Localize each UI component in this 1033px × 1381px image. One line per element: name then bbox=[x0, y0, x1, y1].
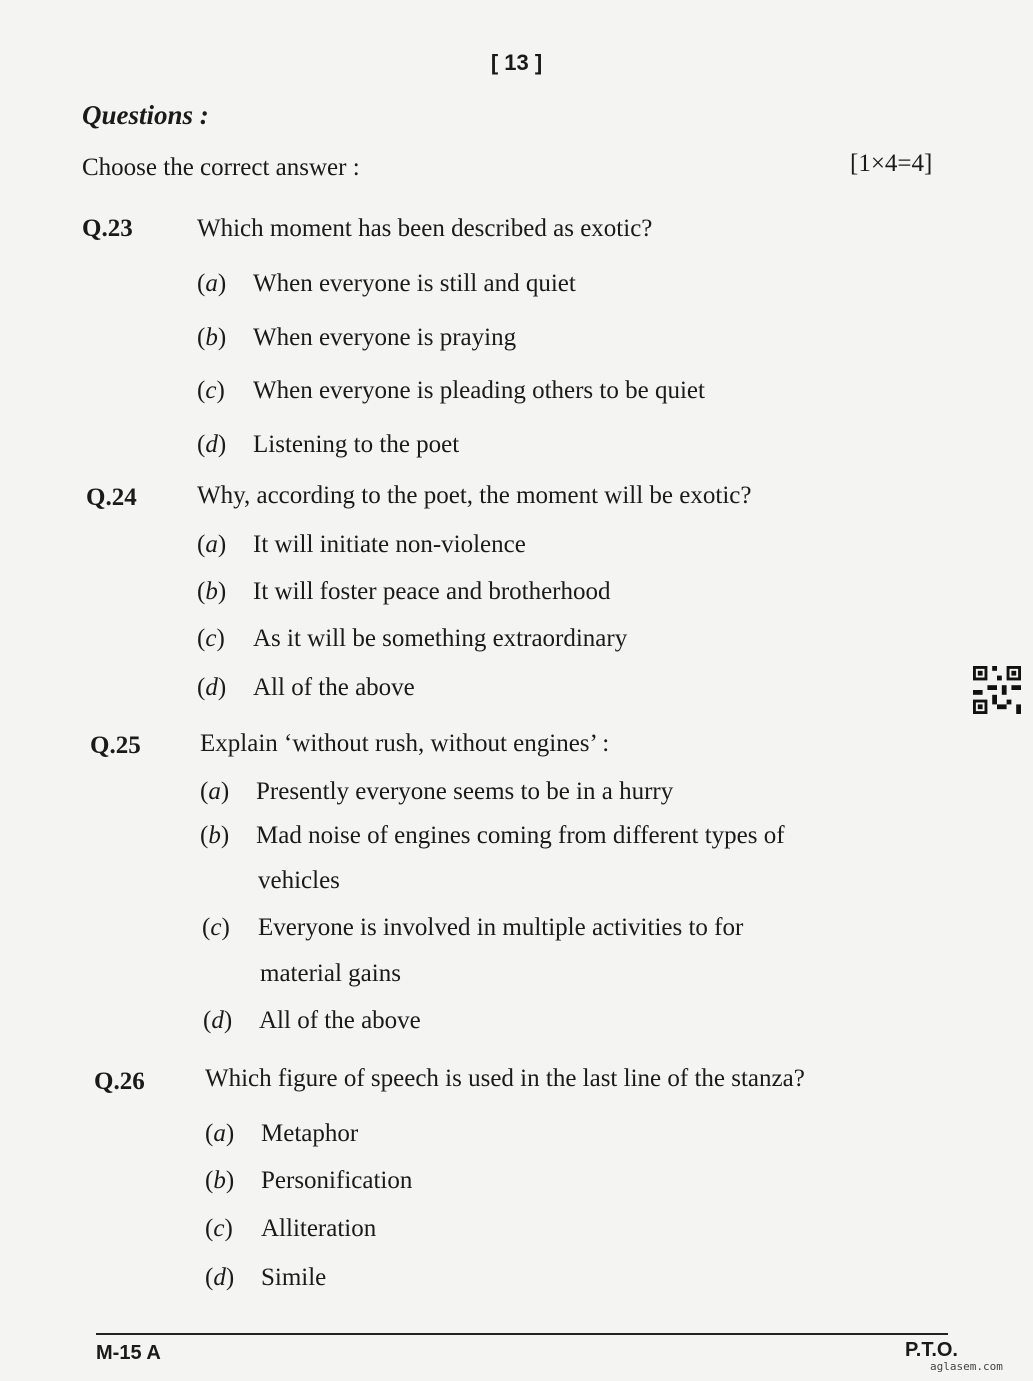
question-text: Which figure of speech is used in the last line of the stanza? bbox=[205, 1065, 805, 1092]
option-text: Metaphor bbox=[261, 1120, 359, 1147]
question-number: Q.25 bbox=[90, 732, 141, 759]
question-text: Why, according to the poet, the moment will be exotic? bbox=[197, 482, 752, 509]
option: (b) Mad noise of engines coming from different types of bbox=[200, 822, 785, 849]
paper-code: M-15 A bbox=[96, 1342, 161, 1364]
option-letter: d bbox=[205, 431, 218, 458]
option-text: As it will be something extraordinary bbox=[253, 625, 628, 652]
option: (a) It will initiate non-violence bbox=[197, 531, 526, 558]
option-letter: c bbox=[205, 377, 217, 404]
marks-allocation: [1×4=4] bbox=[850, 150, 933, 177]
option: (d) Simile bbox=[205, 1264, 327, 1291]
option-letter: b bbox=[208, 822, 221, 849]
option-letter: d bbox=[205, 674, 218, 701]
option: (c) When everyone is pleading others to be quiet bbox=[197, 377, 705, 404]
page-number: [ 13 ] bbox=[490, 50, 543, 75]
option-continuation: material gains bbox=[260, 960, 401, 987]
option-letter: a bbox=[205, 531, 218, 558]
qr-code-icon bbox=[972, 666, 1022, 714]
option: (a) When everyone is still and quiet bbox=[197, 270, 576, 297]
question-text: Which moment has been described as exotic? bbox=[197, 215, 653, 242]
question-text: Explain ‘without rush, without engines’ : bbox=[200, 730, 610, 757]
option-text: When everyone is praying bbox=[253, 324, 517, 351]
option-letter: b bbox=[205, 324, 218, 351]
option: (c) As it will be something extraordinary bbox=[197, 625, 628, 652]
option: (b) When everyone is praying bbox=[197, 324, 517, 351]
option: (c) Alliteration bbox=[205, 1215, 377, 1242]
option: (c) Everyone is involved in multiple activities to for bbox=[202, 914, 744, 941]
option: (a) Presently everyone seems to be in a hurry bbox=[200, 778, 674, 805]
option-text: Alliteration bbox=[261, 1215, 377, 1242]
option-text: It will initiate non-violence bbox=[253, 531, 526, 558]
option: (d) All of the above bbox=[197, 674, 415, 701]
question-number: Q.23 bbox=[82, 215, 133, 242]
option-text: When everyone is still and quiet bbox=[253, 270, 576, 297]
option-letter: c bbox=[210, 914, 222, 941]
option-letter: b bbox=[213, 1167, 226, 1194]
option-text: Mad noise of engines coming from different types of bbox=[256, 822, 785, 849]
option-continuation: vehicles bbox=[258, 867, 340, 894]
option-letter: d bbox=[211, 1007, 224, 1034]
option-text: It will foster peace and brotherhood bbox=[253, 578, 611, 605]
section-title: Questions : bbox=[82, 100, 209, 130]
option-letter: c bbox=[213, 1215, 225, 1242]
option-letter: a bbox=[213, 1120, 226, 1147]
option-text: All of the above bbox=[253, 674, 415, 701]
question-number: Q.24 bbox=[86, 484, 137, 511]
option-letter: a bbox=[205, 270, 218, 297]
option-letter: a bbox=[208, 778, 221, 805]
option: (b) Personification bbox=[205, 1167, 413, 1194]
pto-label: P.T.O. bbox=[905, 1339, 958, 1361]
option-letter: b bbox=[205, 578, 218, 605]
option-text: Personification bbox=[261, 1167, 413, 1194]
option-text: Everyone is involved in multiple activities to for bbox=[258, 914, 744, 941]
option: (d) All of the above bbox=[203, 1007, 421, 1034]
option-letter: c bbox=[205, 625, 217, 652]
watermark: aglasem.com bbox=[930, 1360, 1003, 1373]
instruction-text: Choose the correct answer : bbox=[82, 154, 360, 181]
option-text: All of the above bbox=[259, 1007, 421, 1034]
option-text: Presently everyone seems to be in a hurry bbox=[256, 778, 674, 805]
question-number: Q.26 bbox=[94, 1068, 145, 1095]
option: (b) It will foster peace and brotherhood bbox=[197, 578, 611, 605]
footer-rule bbox=[96, 1333, 948, 1335]
option-letter: d bbox=[213, 1264, 226, 1291]
option-text: When everyone is pleading others to be quiet bbox=[253, 377, 705, 404]
option: (d) Listening to the poet bbox=[197, 431, 460, 458]
option-text: Simile bbox=[261, 1264, 327, 1291]
option: (a) Metaphor bbox=[205, 1120, 359, 1147]
option-text: Listening to the poet bbox=[253, 431, 460, 458]
